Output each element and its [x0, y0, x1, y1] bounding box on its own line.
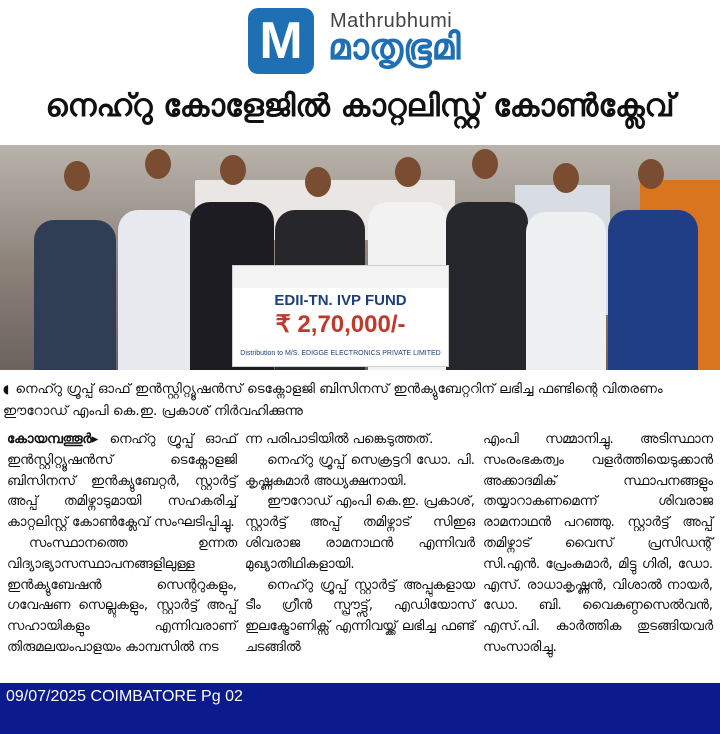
article-paragraph: എംപി സമ്മാനിച്ചു. അടിസ്ഥാന സംരംഭകത്വം വളർത്തിയെടുക്കാൻ അക്കാദമിക് സ്ഥാപനങ്ങളും തയ്യാറാകണമെന്ന് ശിവരാജ രാമനാഥൻ പറഞ്ഞു. സ്റ്റാർട്ട് അപ്പ് തമിഴ്നാട് വൈസ് പ്രസിഡന്റ് സി.എൻ. പ്രേംകുമാർ, മിട്ടു ഗിരി, ഡോ. എസ്. രാധാകൃഷ്ണൻ, വിശാൽ നായർ, ഡോ. ബി. വൈകുണ്ഠസെൽവൻ, എസ്.പി. കാർത്തിക തുടങ്ങിയവർ സംസാരിച്ചു. — [483, 432, 713, 655]
person-5-head — [395, 157, 421, 187]
footer-edition-info: 09/07/2025 COIMBATORE Pg 02 — [6, 688, 243, 705]
photo-caption — [3, 378, 715, 422]
cheque-fund-title: EDII-TN. IVP FUND — [274, 292, 407, 309]
person-4-head — [305, 167, 331, 197]
caption-text: നെഹ്റു ഗ്രൂപ്പ് ഓഫ് ഇൻസ്റ്റിറ്റ്യൂഷൻസ് ടെക്നോളജി ബിസിനസ് ഇൻക്യുബേറ്ററിന് ലഭിച്ച ഫണ്ടിന്റെ വിതരണം ഈറോഡ് എംപി കെ.ഇ. പ്രകാശ് നിർവഹിക്കുന്നു — [3, 381, 663, 419]
footer-bar — [0, 683, 720, 734]
headline: നെഹ്റു കോളേജിൽ കാറ്റലിസ്റ്റ് കോൺക്ലേവ് — [45, 88, 675, 124]
article-paragraph: നെഹ്റു ഗ്രൂപ്പ് സെക്രട്ടറി ഡോ. പി. കൃഷ്ണകുമാർ അധ്യക്ഷനായി. — [245, 452, 475, 489]
dateline-marker-icon: ▸ — [91, 432, 99, 447]
article-paragraph: ഈറോഡ് എംപി കെ.ഇ. പ്രകാശ്, സ്റ്റാർട്ട് അപ്പ് തമിഴ്നാട് സിഇഒ ശിവരാജ രാമനാഥൻ എന്നിവർ മുഖ്യാതിഥികളായി. — [245, 494, 475, 572]
mathrubhumi-logo-icon — [248, 8, 314, 74]
dateline: കോയമ്പത്തൂർ — [7, 432, 92, 447]
person-1-head — [64, 161, 90, 191]
article-body — [3, 430, 717, 680]
article-column-3 — [479, 430, 717, 680]
article-paragraph: കോയമ്പത്തൂർ▸ നെഹ്റു ഗ്രൂപ്പ് ഓഫ് ഇൻസ്റ്റിറ്റ്യൂഷൻസ് ടെക്നോളജി ബിസിനസ് ഇൻക്യുബേറ്റർ, സ്റ്റാർട്ട് അപ്പ് തമിഴ്നാടുമായി സഹകരിച്ച് കാറ്റലിസ്റ്റ് കോൺക്ലേവ് സംഘടിപ്പിച്ചു. — [7, 432, 237, 531]
article-column-2 — [241, 430, 479, 680]
cheque-logo-strip — [233, 266, 448, 288]
person-8 — [608, 210, 698, 370]
person-6 — [446, 202, 528, 370]
person-1 — [34, 220, 116, 370]
news-photo — [0, 145, 720, 370]
person-6-head — [472, 149, 498, 179]
person-7 — [526, 212, 606, 370]
person-8-head — [638, 159, 664, 189]
article-paragraph: സംസ്ഥാനത്തെ ഉന്നത വിദ്യാഭ്യാസസ്ഥാപനങ്ങളിലുള്ള ഇൻക്യുബേഷൻ സെന്ററുകളും, ഗവേഷണ സെല്ലുകളും, സ്റ്റാർട്ട് അപ്പ് സഹായികളും എന്നിവരാണ് തിരുമലയംപാളയം കാമ്പസിൽ നട — [7, 535, 237, 655]
person-3-head — [220, 155, 246, 185]
logo-letter: M — [259, 12, 303, 70]
cheque-amount: ₹ 2,70,000/- — [275, 311, 406, 338]
brand-name-malayalam: മാതൃഭൂമി — [328, 27, 461, 68]
person-7-head — [553, 163, 579, 193]
caption-marker-icon: ◖ — [3, 382, 10, 396]
article-paragraph: ന്ന പരിപാടിയിൽ പങ്കെടുത്തത്. — [245, 432, 434, 447]
person-2 — [118, 210, 196, 370]
person-2-head — [145, 149, 171, 179]
article-paragraph: നെഹ്റു ഗ്രൂപ്പ് സ്റ്റാർട്ട് അപ്പുകളായ ടീം ഗ്രീൻ സ്പ്രൗട്ട്സ്, എഡിയോസ് ഇലക്ട്രോണിക്സ് എന്നിവയ്ക്ക് ലഭിച്ച ഫണ്ട് ചടങ്ങിൽ — [245, 577, 475, 655]
masthead — [0, 0, 720, 82]
article-column-1 — [3, 430, 241, 680]
brand-name-english: Mathrubhumi — [330, 10, 453, 32]
cheque-recipient: Distribution to M/S. EDIGGE ELECTRONICS PRIVATE LIMITED — [240, 350, 441, 357]
dummy-cheque — [232, 265, 449, 367]
